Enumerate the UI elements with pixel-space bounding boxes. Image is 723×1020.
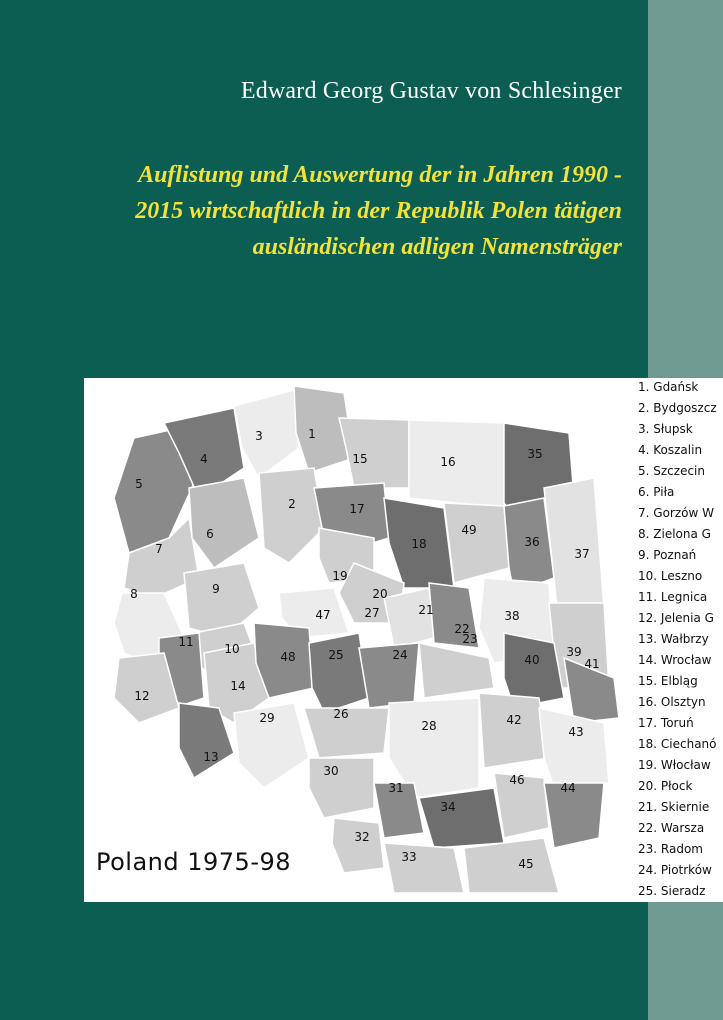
region-number-label: 47 bbox=[315, 608, 331, 622]
legend-item: 14. Wrocław bbox=[638, 653, 712, 667]
legend-item: 1. Gdańsk bbox=[638, 380, 699, 394]
region-number-label: 1 bbox=[308, 427, 316, 441]
legend-item: 7. Gorzów W bbox=[638, 506, 714, 520]
region-number-label: 18 bbox=[411, 537, 427, 551]
legend-item: 6. Piła bbox=[638, 485, 675, 499]
region-shape bbox=[444, 503, 509, 583]
map-title: Poland 1975-98 bbox=[96, 848, 292, 876]
region-number-label: 44 bbox=[560, 781, 576, 795]
region-shape bbox=[189, 478, 259, 568]
region-number-label: 30 bbox=[323, 764, 339, 778]
region-shape bbox=[384, 588, 434, 648]
region-number-label: 7 bbox=[155, 542, 163, 556]
legend-item: 9. Poznań bbox=[638, 548, 697, 562]
region-number-label: 19 bbox=[332, 569, 348, 583]
region-shape bbox=[309, 633, 369, 713]
legend-item: 19. Włocław bbox=[638, 758, 711, 772]
legend-item: 11. Legnica bbox=[638, 590, 708, 604]
region-number-label: 49 bbox=[461, 523, 477, 537]
region-number-label: 35 bbox=[527, 447, 543, 461]
legend-item: 24. Piotrków bbox=[638, 863, 712, 877]
region-shape bbox=[359, 643, 419, 708]
region-number-label: 29 bbox=[259, 711, 275, 725]
region-number-label: 11 bbox=[178, 635, 194, 649]
region-shape bbox=[332, 818, 384, 873]
region-number-label: 40 bbox=[524, 653, 540, 667]
region-number-label: 37 bbox=[574, 547, 590, 561]
region-number-label: 45 bbox=[518, 857, 534, 871]
region-number-label: 15 bbox=[352, 452, 368, 466]
region-number-label: 43 bbox=[568, 725, 584, 739]
title-line-2: 2015 wirtschaftlich in der Republik Polen tätigen bbox=[135, 198, 622, 224]
region-shape bbox=[339, 418, 409, 488]
region-number-label: 41 bbox=[584, 657, 600, 671]
legend-item: 21. Skiernie bbox=[638, 800, 710, 814]
region-number-label: 25 bbox=[328, 648, 344, 662]
region-number-label: 33 bbox=[401, 850, 417, 864]
region-shape bbox=[464, 838, 559, 893]
legend-item: 4. Koszalin bbox=[638, 443, 703, 457]
legend-item: 16. Olsztyn bbox=[638, 695, 706, 709]
legend-item: 10. Leszno bbox=[638, 569, 703, 583]
legend-item: 17. Toruń bbox=[638, 716, 694, 730]
region-number-label: 12 bbox=[134, 689, 150, 703]
map-drawing bbox=[84, 378, 635, 902]
region-number-label: 36 bbox=[524, 535, 540, 549]
region-shape bbox=[419, 788, 504, 848]
legend-item: 25. Sieradz bbox=[638, 884, 706, 898]
region-number-label: 26 bbox=[333, 707, 349, 721]
region-number-label: 9 bbox=[212, 582, 220, 596]
legend-item: 23. Radom bbox=[638, 842, 703, 856]
region-number-label: 17 bbox=[349, 502, 365, 516]
region-number-label: 46 bbox=[509, 773, 525, 787]
legend-item: 12. Jelenia G bbox=[638, 611, 714, 625]
author-name: Edward Georg Gustav von Schlesinger bbox=[240, 78, 622, 104]
region-number-label: 16 bbox=[440, 455, 456, 469]
poland-voivodeship-map bbox=[84, 378, 723, 902]
book-title bbox=[40, 157, 622, 265]
region-number-label: 14 bbox=[230, 679, 246, 693]
map-legend bbox=[635, 378, 723, 902]
legend-item: 8. Zielona G bbox=[638, 527, 711, 541]
region-shape bbox=[384, 843, 464, 893]
region-shape bbox=[419, 643, 494, 698]
title-line-1: Auflistung und Auswertung der in Jahren 1990 - bbox=[138, 162, 622, 188]
region-shape bbox=[309, 758, 374, 818]
region-number-label: 13 bbox=[203, 750, 219, 764]
region-number-label: 34 bbox=[440, 800, 456, 814]
region-number-label: 31 bbox=[388, 781, 404, 795]
region-number-label: 28 bbox=[421, 719, 437, 733]
region-number-label: 2 bbox=[288, 497, 296, 511]
region-shape bbox=[259, 468, 324, 563]
legend-item: 5. Szczecin bbox=[638, 464, 705, 478]
legend-item: 18. Ciechanó bbox=[638, 737, 717, 751]
region-number-label: 20 bbox=[372, 587, 388, 601]
region-number-label: 3 bbox=[255, 429, 263, 443]
legend-item: 13. Wałbrzy bbox=[638, 632, 709, 646]
legend-item: 2. Bydgoszcz bbox=[638, 401, 717, 415]
region-number-label: 4 bbox=[200, 452, 208, 466]
legend-item: 3. Słupsk bbox=[638, 422, 693, 436]
region-number-label: 6 bbox=[206, 527, 214, 541]
region-number-label: 8 bbox=[130, 587, 138, 601]
region-number-label: 21 bbox=[418, 603, 434, 617]
region-number-label: 42 bbox=[506, 713, 522, 727]
region-shape bbox=[409, 420, 504, 508]
legend-item: 15. Elbląg bbox=[638, 674, 698, 688]
region-shape bbox=[479, 693, 549, 768]
region-number-label: 39 bbox=[566, 645, 582, 659]
title-line-3: ausländischen adligen Namensträger bbox=[252, 234, 622, 260]
legend-item: 20. Płock bbox=[638, 779, 693, 793]
region-number-label: 24 bbox=[392, 648, 408, 662]
region-number-label: 27 bbox=[364, 606, 380, 620]
region-number-label: 38 bbox=[504, 609, 520, 623]
region-number-label: 48 bbox=[280, 650, 296, 664]
region-number-label: 22 bbox=[454, 622, 470, 636]
region-number-label: 5 bbox=[135, 477, 143, 491]
region-number-label: 32 bbox=[354, 830, 370, 844]
region-number-label: 10 bbox=[224, 642, 240, 656]
region-number-label: 23 bbox=[462, 632, 478, 646]
legend-item: 22. Warsza bbox=[638, 821, 705, 835]
